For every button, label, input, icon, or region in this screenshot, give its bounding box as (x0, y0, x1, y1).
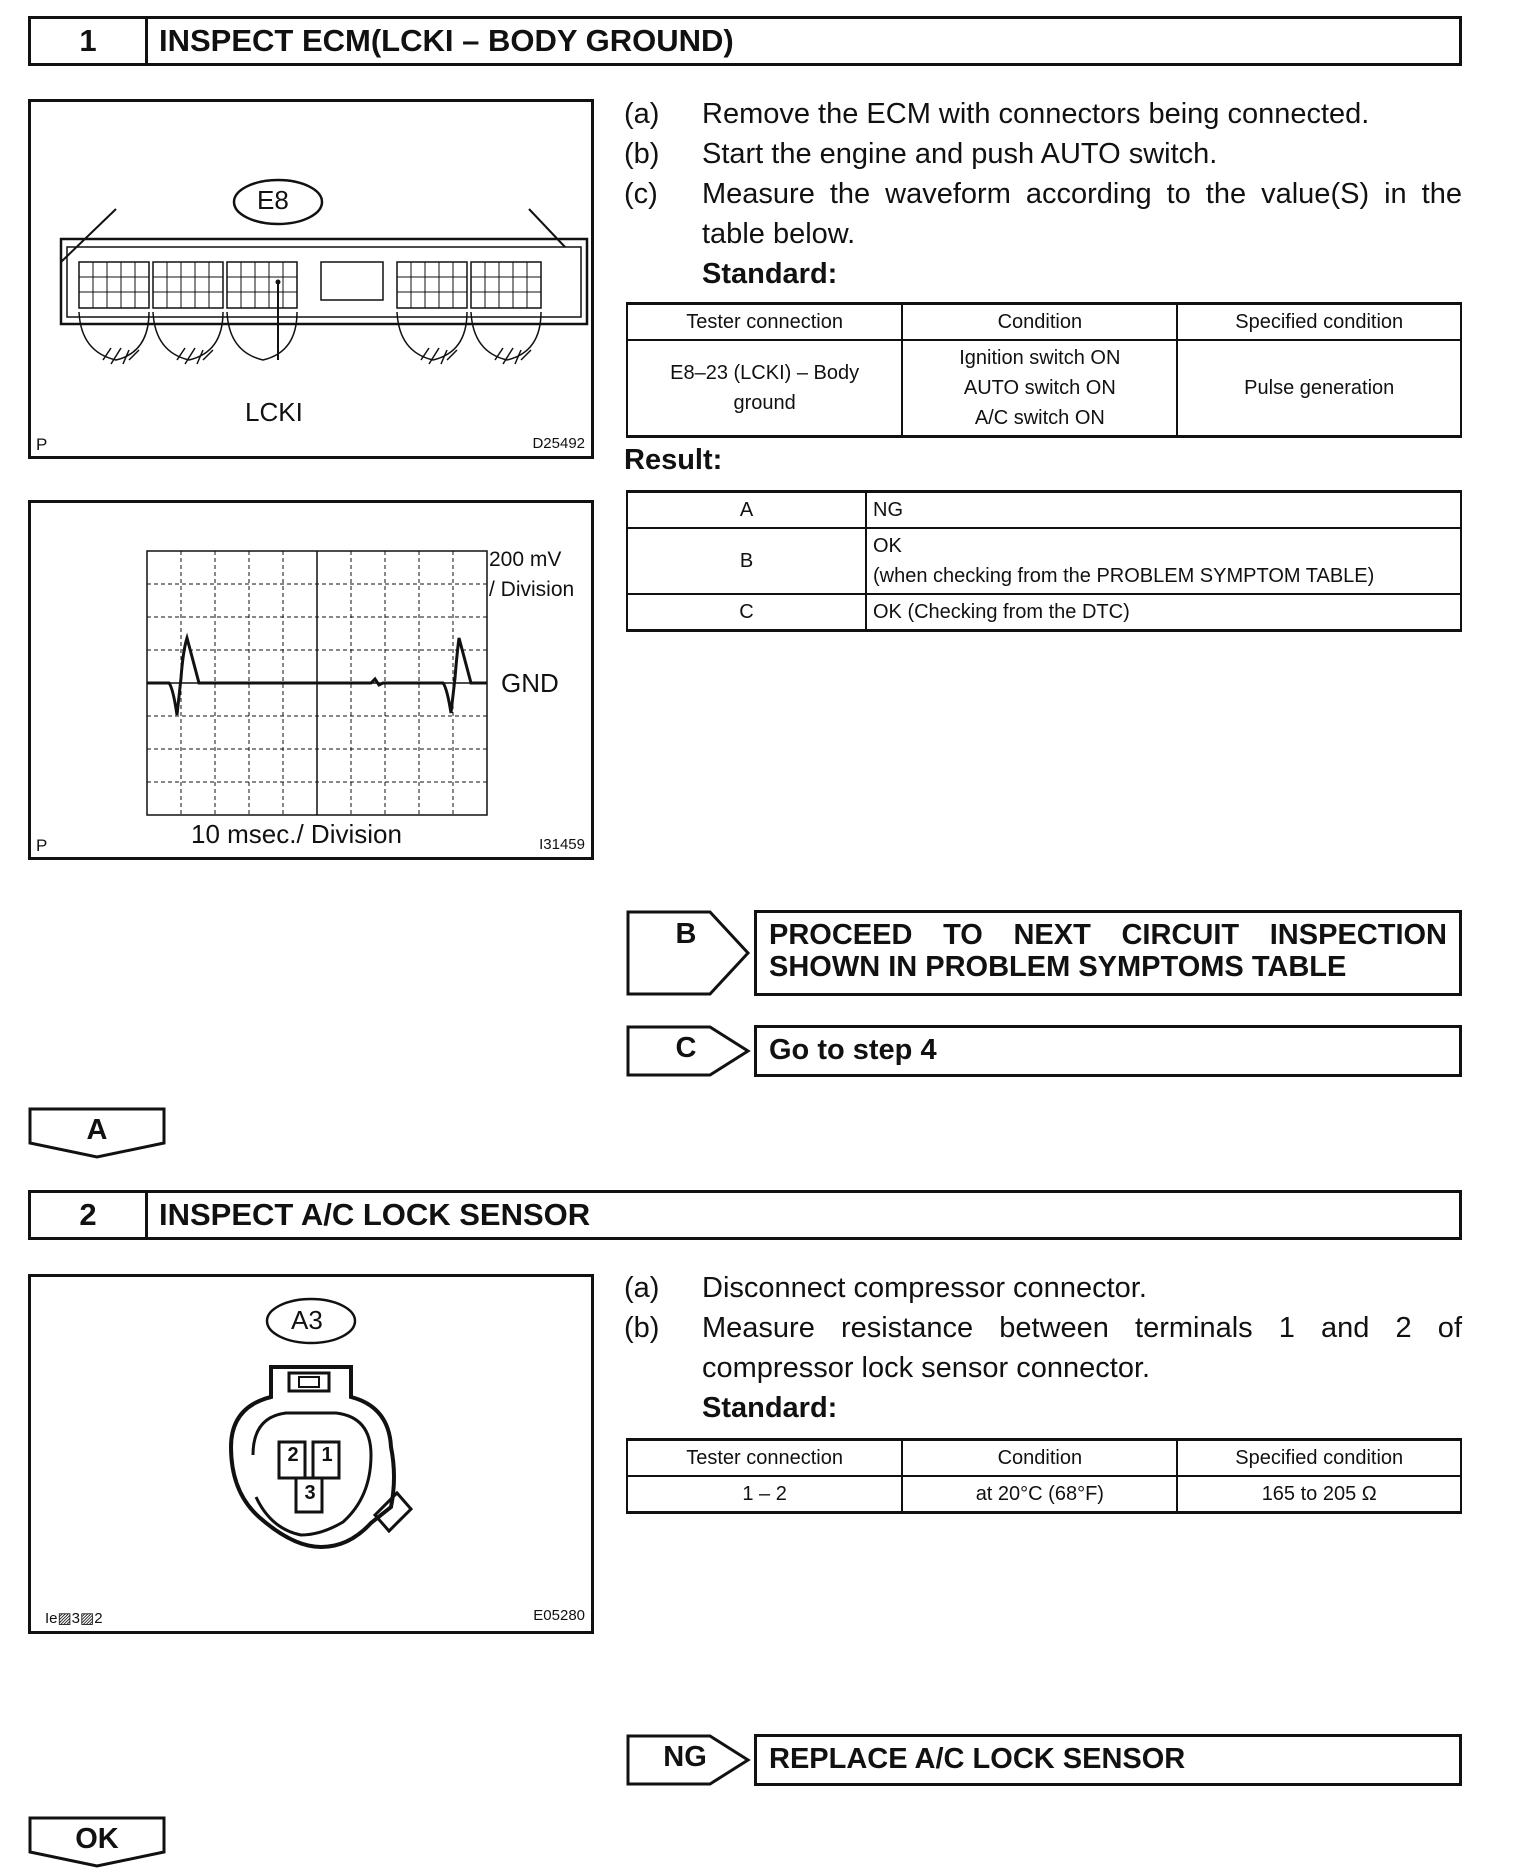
table-row (627, 492, 1461, 529)
step-1-instructions (624, 94, 1462, 294)
step-2-header (28, 1190, 1462, 1240)
step-number: 1 (31, 19, 148, 63)
table-header: Tester connection (627, 1440, 902, 1477)
instruction-item (624, 1268, 1462, 1308)
step-1-header (28, 16, 1462, 66)
result-code-cell: C (627, 594, 866, 631)
table-header: Specified condition (1177, 304, 1461, 341)
table-header: Condition (902, 1440, 1177, 1477)
result-line: (when checking from the PROBLEM SYMPTOM TABLE) (873, 565, 1375, 587)
branch-ng-action: REPLACE A/C LOCK SENSOR (754, 1734, 1462, 1786)
waveform-figure (28, 500, 594, 860)
table-row (627, 528, 1461, 594)
voltage-scale-unit: / Division (489, 578, 575, 601)
figure-code: I31459 (539, 836, 585, 853)
branch-b-action-line: PROCEED TO NEXT CIRCUIT INSPECTION (769, 919, 1447, 951)
instruction-label: (a) (624, 1272, 660, 1304)
lock-sensor-connector-figure (28, 1274, 594, 1634)
tester-connection-cell: 1 – 2 (627, 1476, 902, 1513)
instruction-item (624, 174, 1462, 254)
instruction-text: Start the engine and push AUTO switch. (702, 138, 1218, 170)
result-label: Result: (624, 444, 723, 476)
ecm-connector-figure (28, 99, 594, 459)
instruction-text: Disconnect compressor connector. (702, 1272, 1147, 1304)
branch-b-tag: B (675, 918, 697, 950)
table-header: Tester connection (627, 304, 902, 341)
branch-ng-tag: NG (663, 1741, 707, 1773)
result-table (626, 490, 1462, 632)
instruction-item (624, 1308, 1462, 1388)
table-header-row (627, 304, 1461, 341)
standard-label: Standard: (702, 1392, 838, 1424)
step-title: INSPECT A/C LOCK SENSOR (159, 1197, 591, 1232)
specified-condition-cell: 165 to 205 Ω (1177, 1476, 1461, 1513)
pin-2-label: 2 (287, 1444, 299, 1466)
figure-corner-mark: P (36, 435, 48, 454)
standard-table (626, 302, 1462, 438)
table-row (627, 1476, 1461, 1513)
figure-code: E05280 (533, 1607, 585, 1624)
branch-b-action-line: SHOWN IN PROBLEM SYMPTOMS TABLE (769, 951, 1347, 983)
branch-c-action: Go to step 4 (754, 1025, 1462, 1077)
table-header: Specified condition (1177, 1440, 1461, 1477)
result-cell (866, 528, 1461, 594)
instruction-text: Measure the waveform according to the value(S) in the table below. (702, 178, 1462, 250)
connector-label: A3 (291, 1305, 323, 1335)
result-code-cell: B (627, 528, 866, 594)
tester-connection-cell: E8–23 (LCKI) – Body ground (627, 340, 902, 437)
standard-label: Standard: (702, 258, 838, 290)
time-scale: 10 msec./ Division (191, 819, 402, 849)
condition-cell: at 20°C (68°F) (902, 1476, 1177, 1513)
table-header-row (627, 1440, 1461, 1477)
condition-cell (902, 340, 1177, 437)
branch-c-tag: C (675, 1032, 697, 1064)
pin-3-label: 3 (304, 1482, 316, 1504)
instruction-text: Remove the ECM with connectors being connected. (702, 98, 1370, 130)
next-a-tag: A (86, 1114, 108, 1146)
instruction-label: (a) (624, 98, 660, 130)
result-cell: OK (Checking from the DTC) (866, 594, 1461, 631)
instruction-label: (b) (624, 138, 660, 170)
step-number: 2 (31, 1193, 148, 1237)
instruction-label: (c) (624, 178, 658, 210)
condition-line: AUTO switch ON (963, 377, 1116, 399)
voltage-scale (489, 545, 574, 605)
condition-line: Ignition switch ON (959, 347, 1121, 369)
result-cell: NG (866, 492, 1461, 529)
table-row (627, 340, 1461, 437)
figure-corner-mark: Ie▨3▨2 (45, 1610, 103, 1627)
connector-label: E8 (257, 185, 289, 215)
figure-code: D25492 (532, 435, 585, 452)
instruction-text: Measure resistance between terminals 1 and 2 of compressor lock sensor connector. (702, 1312, 1462, 1384)
instruction-item (624, 134, 1462, 174)
next-ok-tag: OK (75, 1823, 119, 1855)
condition-line: A/C switch ON (974, 407, 1105, 429)
pin-1-label: 1 (321, 1444, 333, 1466)
result-line: OK (873, 535, 902, 557)
result-code-cell: A (627, 492, 866, 529)
instruction-item (624, 94, 1462, 134)
step-title: INSPECT ECM(LCKI – BODY GROUND) (159, 23, 734, 58)
ground-label: GND (501, 668, 559, 698)
standard-table (626, 1438, 1462, 1514)
specified-condition-cell: Pulse generation (1177, 340, 1461, 437)
table-header: Condition (902, 304, 1177, 341)
voltage-scale-value: 200 mV (489, 548, 562, 571)
figure-corner-mark: P (36, 836, 48, 855)
step-2-instructions (624, 1268, 1462, 1428)
table-row (627, 594, 1461, 631)
instruction-label: (b) (624, 1312, 660, 1344)
ecm-connector-drawing (31, 102, 591, 456)
branch-b-action (754, 910, 1462, 996)
pin-label: LCKI (245, 397, 303, 427)
